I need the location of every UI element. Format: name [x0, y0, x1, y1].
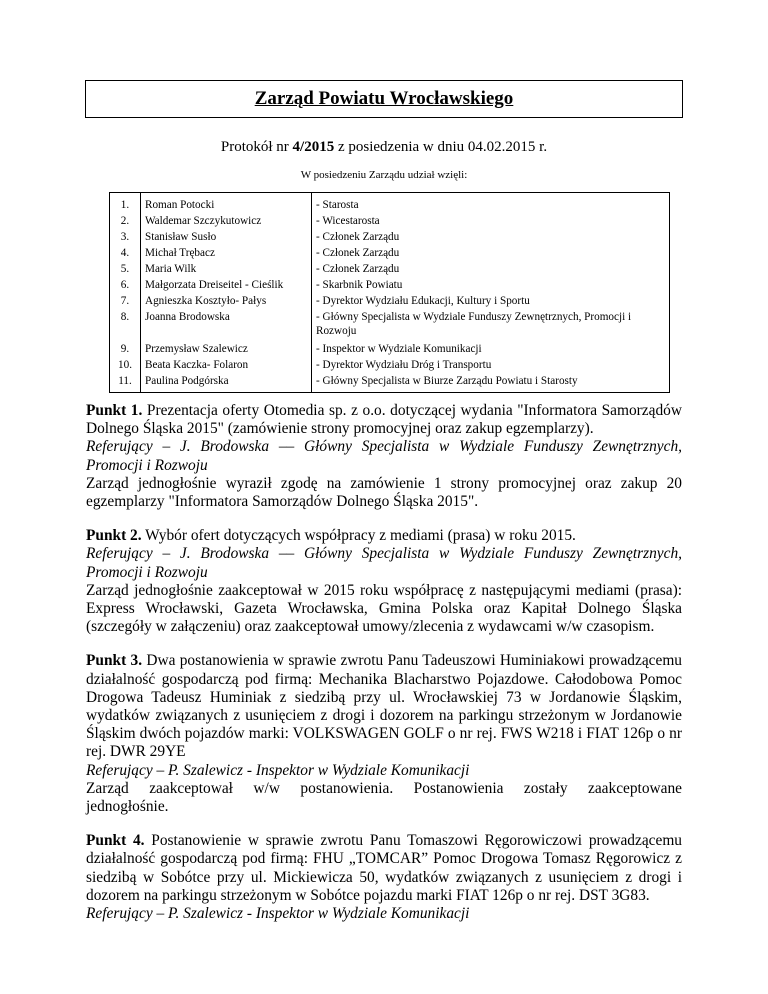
- point-referent: Referujący – P. Szalewicz - Inspektor w Wydziale Komunikacji: [86, 761, 470, 779]
- table-row: [110, 373, 670, 393]
- member-role: - Główny Specjalista w Biurze Zarządu Powiatu i Starosty: [312, 373, 670, 393]
- table-row: [110, 357, 670, 373]
- protocol-prefix: Protokół nr: [220, 139, 293, 155]
- point-text: Wybór ofert dotyczących współpracy z mediami (prasa) w roku 2015.: [141, 527, 576, 545]
- member-number: 10.: [110, 357, 141, 373]
- member-role: - Dyrektor Wydziału Edukacji, Kultury i Sportu: [312, 293, 670, 309]
- member-number: 1.: [110, 193, 141, 214]
- member-role: - Członek Zarządu: [312, 229, 670, 245]
- table-row: [110, 277, 670, 293]
- attendance-table: [109, 192, 670, 393]
- member-role: - Inspektor w Wydziale Komunikacji: [312, 339, 670, 357]
- member-name: Przemysław Szalewicz: [141, 339, 312, 357]
- point-decision-continued: jednogłośnie.: [86, 798, 169, 816]
- table-row: [110, 261, 670, 277]
- member-role: - Skarbnik Powiatu: [312, 277, 670, 293]
- member-name: Michał Trębacz: [141, 245, 312, 261]
- point-label: Punkt 3.: [86, 652, 143, 670]
- table-row: [110, 229, 670, 245]
- point-label: Punkt 2.: [86, 527, 142, 545]
- member-role: - Starosta: [312, 193, 670, 214]
- agenda-content: [86, 402, 682, 923]
- member-number: 8.: [110, 309, 141, 339]
- table-row: [110, 309, 670, 339]
- agenda-point-2: [86, 527, 682, 636]
- agenda-point-1: [86, 402, 682, 511]
- table-row: [110, 193, 670, 214]
- agenda-point-3: [86, 652, 682, 816]
- member-name: Maria Wilk: [141, 261, 312, 277]
- member-role: - Wicestarosta: [312, 213, 670, 229]
- point-decision: Zarząd zaakceptował w/w postanowienia. Postanowienia zostały zaakceptowane: [86, 779, 682, 797]
- member-number: 2.: [110, 213, 141, 229]
- protocol-number: 4/2015: [292, 139, 335, 155]
- protocol-line: [0, 138, 768, 156]
- member-number: 3.: [110, 229, 141, 245]
- member-name: Agnieszka Kosztyło- Pałys: [141, 293, 312, 309]
- member-number: 6.: [110, 277, 141, 293]
- table-row: [110, 245, 670, 261]
- member-name: Małgorzata Dreiseitel - Cieślik: [141, 277, 312, 293]
- point-label: Punkt 4.: [86, 832, 145, 850]
- point-decision: Zarząd jednogłośnie zaakceptował w 2015 roku współpracę z następującymi mediami (prasa): Express Wrocławski, Gazeta Wrocławska, Gmina Polska oraz Kapitał Dolnego Śląska (szczegóły w załączeniu) oraz zaakceptował umowy/zlecenia z wydawcami w/w czasopism.: [86, 581, 682, 636]
- point-text: Prezentacja oferty Otomedia sp. z o.o. dotyczącej wydania "Informatora Samorządów Dolnego Śląska 2015" (zamówienie strony promocyjnej oraz zakup egzemplarzy).: [86, 402, 682, 438]
- member-name: Roman Potocki: [141, 193, 312, 214]
- member-name: Stanisław Susło: [141, 229, 312, 245]
- attendance-intro: W posiedzeniu Zarządu udział wzięli:: [300, 169, 468, 181]
- point-referent: Referujący – J. Brodowska –– Główny Specjalista w Wydziale Funduszy Zewnętrznych, Promocji i Rozwoju: [86, 545, 682, 581]
- member-number: 11.: [110, 373, 141, 393]
- table-row: [110, 339, 670, 357]
- table-row: [110, 213, 670, 229]
- member-number: 7.: [110, 293, 141, 309]
- point-referent: Referujący – J. Brodowska –– Główny Specjalista w Wydziale Funduszy Zewnętrznych, Promocji i Rozwoju: [86, 438, 682, 474]
- point-decision: Zarząd jednogłośnie wyraził zgodę na zamówienie 1 strony promocyjnej oraz zakup 20 egzemplarzy "Informatora Samorządów Dolnego Śląska 2015".: [86, 474, 682, 511]
- member-role: - Główny Specjalista w Wydziale Funduszy Zewnętrznych, Promocji i Rozwoju: [312, 309, 670, 339]
- protocol-suffix: z posiedzenia w dniu 04.02.2015 r.: [334, 139, 548, 155]
- member-role: - Członek Zarządu: [312, 261, 670, 277]
- member-name: Joanna Brodowska: [141, 309, 312, 339]
- title-box: [85, 80, 683, 118]
- member-name: Beata Kaczka- Folaron: [141, 357, 312, 373]
- document-title: Zarząd Powiatu Wrocławskiego: [254, 88, 514, 109]
- member-number: 4.: [110, 245, 141, 261]
- point-text: Dwa postanowienia w sprawie zwrotu Panu Tadeuszowi Huminiakowi prowadzącemu działalność gospodarczą pod firmą: Mechanika Blacharstwo Pojazdowe. Całodobowa Pomoc Drogowa Tadeusz Huminiak z siedzibą przy ul. Wrocławskiej 73 w Jordanowie Śląskim, wydatków związanych z usunięciem z drogi i dozorem na parkingu strzeżonym w Jordanowie Śląskim dwóch pojazdów marki: VOLKSWAGEN GOLF o nr rej. FWS W218 i FIAT 126p o nr rej. DWR 29YE: [86, 652, 682, 761]
- point-label: Punkt 1.: [86, 402, 143, 419]
- point-referent: Referujący – P. Szalewicz - Inspektor w Wydziale Komunikacji: [86, 905, 470, 923]
- member-name: Paulina Podgórska: [141, 373, 312, 393]
- member-role: - Członek Zarządu: [312, 245, 670, 261]
- agenda-point-4: [86, 832, 682, 923]
- table-row: [110, 293, 670, 309]
- member-role: - Dyrektor Wydziału Dróg i Transportu: [312, 357, 670, 373]
- member-number: 9.: [110, 339, 141, 357]
- member-number: 5.: [110, 261, 141, 277]
- member-name: Waldemar Szczykutowicz: [141, 213, 312, 229]
- point-text: Postanowienie w sprawie zwrotu Panu Tomaszowi Ręgorowiczowi prowadzącemu działalność gospodarczą pod firmą: FHU „TOMCAR” Pomoc Drogowa Tomasz Ręgorowicz z siedzibą w Sobótce przy ul. Mickiewicza 50, wydatków związanych z usunięciem z drogi i dozorem na parkingu strzeżonym w Sobótce pojazdu marki FIAT 126p o nr rej. DST 3G83.: [86, 832, 682, 904]
